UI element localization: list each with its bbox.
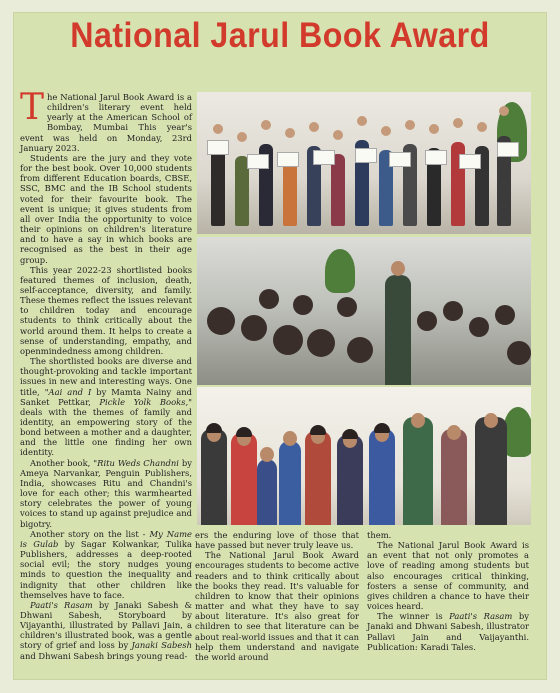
audience-member	[507, 341, 531, 365]
headline: National Jarul Book Award	[70, 16, 490, 55]
head	[213, 124, 223, 134]
hair	[374, 423, 390, 433]
paragraph-continued: ers the enduring love of those that have passed but never truly leave us.	[195, 530, 359, 551]
head	[283, 431, 297, 446]
audience-member	[273, 325, 303, 355]
hair	[342, 429, 358, 439]
head	[499, 106, 509, 116]
head	[411, 413, 425, 428]
head	[453, 118, 463, 128]
hair	[206, 423, 222, 433]
paragraph-winner	[367, 611, 529, 652]
audience-member	[443, 301, 463, 321]
book-title: "Aai and I	[44, 386, 92, 397]
book-title: Paati's Rasam	[449, 611, 513, 622]
speaker	[385, 275, 411, 385]
audience-member	[347, 337, 373, 363]
person	[475, 417, 507, 525]
child	[279, 441, 301, 525]
text: deals with the themes of family and identity, an empowering story of the bond between a mother and a daughter, and the little one finding her own identity.	[20, 406, 192, 458]
text: Another story on the list -	[30, 528, 150, 539]
certificate	[425, 150, 447, 165]
photo-students-certificates	[197, 92, 531, 234]
audience-member	[417, 311, 437, 331]
hair	[310, 425, 326, 435]
audience-member	[337, 297, 357, 317]
paragraph-shortlist	[20, 356, 192, 458]
photo-group	[197, 387, 531, 525]
person	[305, 431, 331, 525]
head	[260, 447, 274, 462]
author: Janaki Sabesh	[131, 640, 192, 651]
publisher: Pickle Yolk Books,"	[99, 396, 192, 407]
head	[484, 413, 498, 428]
hair	[236, 427, 252, 437]
paragraph-intro	[20, 87, 192, 153]
paragraph-gulab	[20, 529, 192, 600]
audience-member	[495, 305, 515, 325]
audience-member	[241, 315, 267, 341]
book-title: Paati's Rasam	[30, 599, 93, 610]
certificate	[497, 142, 519, 157]
text: The winner is	[377, 611, 450, 622]
head	[309, 122, 319, 132]
paragraph-ritu	[20, 458, 192, 529]
person	[369, 429, 395, 525]
book-title: "Ritu Weds Chandni	[93, 457, 179, 468]
text: Another book,	[30, 457, 94, 468]
intro-text: he National Jarul Book Award is a children's literary event held yearly at the American School of Bombay, Mumbai This year's event was held on Monday, 23rd January 2023.	[20, 92, 192, 153]
paragraph-event: The National Jarul Book Award is an event that not only promotes a love of reading among students but also encourages critical thinking, fosters a sense of community, and gives children a chance to have their voices heard.	[367, 540, 529, 612]
text: by Ameya Narvankar, Penguin Publishers, India, showcases Ritu and Chandni's love for each other; this warmhearted story celebrates the power of young voices to stand up against prejudice and bigotry.	[20, 457, 192, 529]
drop-cap: T	[20, 87, 45, 128]
student	[211, 148, 225, 226]
head	[391, 261, 405, 276]
article-column-2	[195, 530, 359, 662]
certificate	[247, 154, 269, 169]
paragraph-jury: Students are the jury and they vote for the best book. Over 10,000 students from different Education boards, CBSE, SSC, BMC and the IB School students voted for their favourite book. The event is unique; it gives students from all over India the opportunity to voice their opinions on children's literature and to have a say in which books are recognised as the best in their age group.	[20, 152, 192, 265]
head	[477, 122, 487, 132]
paragraph-paati	[20, 600, 192, 661]
audience-member	[307, 329, 335, 357]
head	[261, 120, 271, 130]
head	[333, 130, 343, 140]
text: by Mamta Nainy and Sanket Pettkar,	[20, 386, 192, 407]
certificate	[313, 150, 335, 165]
certificate	[389, 152, 411, 167]
person	[201, 429, 227, 525]
text: The shortlisted books are diverse and thought-provoking and tackle important issues in new and interesting ways. One title,	[20, 356, 192, 397]
text: by Sagar Kolwankar, Tulika Publishers, addresses a deep-rooted social evil; the story nudges young minds to question the inequality and indignity that other children like themselves have to face.	[20, 538, 192, 600]
audience-member	[259, 289, 279, 309]
certificate	[355, 148, 377, 163]
audience-member	[293, 295, 313, 315]
audience-member	[469, 317, 489, 337]
person	[337, 435, 363, 525]
certificate	[207, 140, 229, 155]
child	[257, 459, 277, 525]
book-title: My Name is Gulab	[20, 528, 192, 549]
paragraph-continued: them.	[367, 530, 392, 540]
article-column-1	[20, 87, 192, 661]
head	[237, 132, 247, 142]
article-column-3	[367, 530, 529, 652]
head	[405, 120, 415, 130]
certificate	[459, 154, 481, 169]
certificate	[277, 152, 299, 167]
head	[357, 116, 367, 126]
head	[381, 126, 391, 136]
person	[403, 417, 433, 525]
head	[285, 128, 295, 138]
head	[429, 124, 439, 134]
text: by Janaki Sabesh & Dhwani Sabesh, Storyboard by Vijayanthi, illustrated by Pallavi Jain, a children's illustrated book, was a gentle story of grief and loss by	[20, 599, 192, 651]
person	[441, 429, 467, 525]
audience-member	[207, 307, 235, 335]
photo-audience	[197, 237, 531, 385]
head	[447, 425, 461, 440]
plant	[503, 407, 531, 457]
text: and Dhwani Sabesh brings young read-	[20, 650, 188, 661]
plant	[325, 249, 355, 293]
person	[231, 433, 257, 525]
text: by Janaki and Dhwani Sabesh, illustrator Pallavi Jain and Vaijayanthi. Publication: Karadi Tales.	[367, 611, 529, 652]
paragraph-encourages: The National Jarul Book Award encourages students to become active readers and to think critically about the books they read. It's valuable for children to know that their opinions matter and what they have to say about literature. It's also great for children to see that literature can be about real-world issues and that it can help them understand and navigate the world around	[195, 550, 359, 662]
paragraph-themes: This year 2022-23 shortlisted books featured themes of inclusion, death, self-acceptance, diversity, and family. These themes reflect the issues relevant to children today and encourage students to think critically about the world around them. It helps to create a sense of understanding, empathy, and openmindedness among children.	[20, 264, 192, 356]
